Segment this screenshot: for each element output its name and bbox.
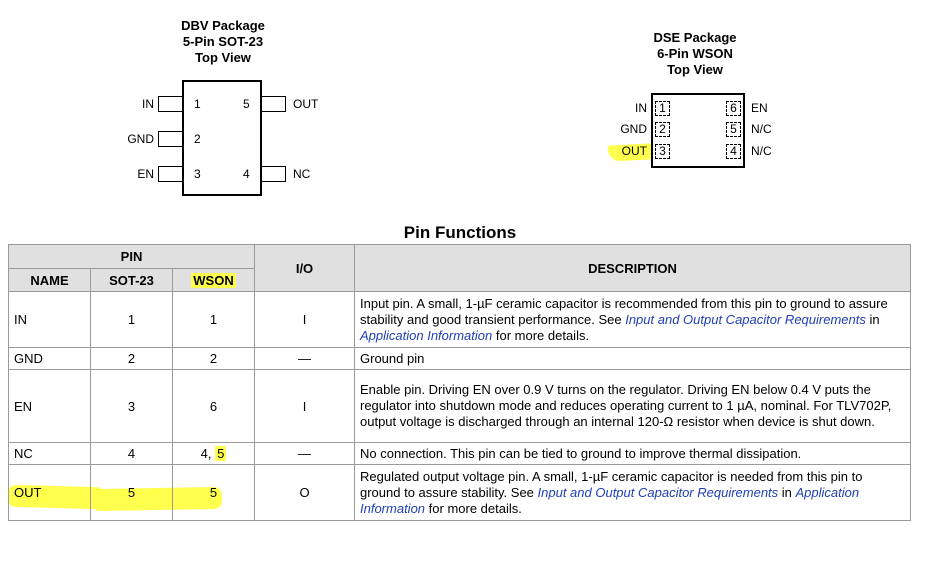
capacitor-requirements-link[interactable]: Input and Output Capacitor Requirements bbox=[625, 311, 866, 327]
dse-title-line3: Top View bbox=[667, 62, 723, 77]
description-text: Input pin. A small, 1-µF ceramic capacitor is recommended from this pin to ground to assure stability and good transient performance. See bbox=[360, 295, 888, 327]
dse-pad-1: 1 bbox=[655, 101, 670, 116]
wson-header-label: WSON bbox=[193, 272, 234, 288]
dbv-pin-label: GND bbox=[127, 132, 154, 146]
io-cell: — bbox=[255, 443, 355, 465]
dbv-pin-number: 5 bbox=[243, 97, 250, 111]
application-information-link[interactable]: Application Information bbox=[360, 484, 860, 516]
dbv-pin-label: EN bbox=[137, 167, 154, 181]
capacitor-requirements-link[interactable]: Input and Output Capacitor Requirements bbox=[537, 484, 779, 500]
dbv-lead-1 bbox=[158, 96, 183, 112]
io-cell: O bbox=[255, 465, 355, 521]
table-row bbox=[9, 465, 911, 521]
pin-header: PIN bbox=[9, 245, 255, 269]
description-cell bbox=[355, 292, 911, 348]
pin-name-cell: EN bbox=[9, 370, 91, 443]
table-row bbox=[9, 370, 911, 443]
dbv-pin-number: 2 bbox=[194, 132, 201, 146]
wson-cell: 2 bbox=[173, 348, 255, 370]
dse-pad-6: 6 bbox=[726, 101, 741, 116]
dse-pin-label: N/C bbox=[751, 144, 772, 158]
dse-pin-label: N/C bbox=[751, 122, 772, 136]
dbv-title-line1: DBV Package bbox=[181, 18, 265, 33]
sot23-header: SOT-23 bbox=[91, 269, 173, 292]
pin-name-text: OUT bbox=[14, 485, 42, 500]
description-text: in bbox=[778, 484, 796, 500]
sot23-cell: 2 bbox=[91, 348, 173, 370]
dbv-lead-3 bbox=[158, 166, 183, 182]
dbv-title-line2: 5-Pin SOT-23 bbox=[182, 34, 264, 49]
dbv-title-line3: Top View bbox=[195, 50, 251, 65]
dse-pin-label: EN bbox=[751, 101, 768, 115]
table-row bbox=[9, 292, 911, 348]
dbv-pin-label: IN bbox=[142, 97, 154, 111]
description-text: in bbox=[865, 311, 880, 327]
sot23-cell bbox=[91, 465, 173, 521]
dse-title-line1: DSE Package bbox=[653, 30, 737, 45]
description-text: for more details. bbox=[425, 500, 522, 516]
sot23-number: 5 bbox=[127, 485, 136, 500]
dbv-pin-number: 4 bbox=[243, 167, 250, 181]
application-information-link[interactable]: Application Information bbox=[360, 327, 493, 343]
sot23-cell: 3 bbox=[91, 370, 173, 443]
description-cell: Enable pin. Driving EN over 0.9 V turns on the regulator. Driving EN below 0.4 V puts the regulator into shutdown mode and reduces operating current to 1 µA, nominal. For TLV702P, output voltage is discharged through an internal 120-Ω resistor when device is shut down. bbox=[355, 370, 911, 443]
dbv-lead-2 bbox=[158, 131, 183, 147]
wson-cell bbox=[173, 443, 255, 465]
dbv-title bbox=[143, 18, 303, 66]
description-text: for more details. bbox=[492, 327, 590, 343]
description-cell: No connection. This pin can be tied to ground to improve thermal dissipation. bbox=[355, 443, 911, 465]
sot23-cell: 1 bbox=[91, 292, 173, 348]
description-cell bbox=[355, 465, 911, 521]
pin-name-cell bbox=[9, 465, 91, 521]
dbv-pin-label: OUT bbox=[293, 97, 319, 111]
table-row bbox=[9, 348, 911, 370]
io-cell: I bbox=[255, 292, 355, 348]
dse-pad-5: 5 bbox=[726, 122, 741, 137]
dse-title bbox=[615, 30, 775, 78]
description-text: Regulated output voltage pin. A small, 1-µF ceramic capacitor is needed from this pin to ground to assure stability. See bbox=[360, 468, 863, 500]
description-header: DESCRIPTION bbox=[355, 245, 911, 292]
io-header: I/O bbox=[255, 245, 355, 292]
dse-pin-label: GND bbox=[620, 122, 647, 136]
dse-pad-4: 4 bbox=[726, 144, 741, 159]
dbv-lead-5 bbox=[261, 96, 286, 112]
dbv-lead-4 bbox=[261, 166, 286, 182]
wson-cell bbox=[173, 465, 255, 521]
pin-name-cell: GND bbox=[9, 348, 91, 370]
wson-number: 4, bbox=[200, 446, 216, 461]
wson-number-highlighted: 5 bbox=[217, 446, 225, 461]
io-cell: — bbox=[255, 348, 355, 370]
description-cell: Ground pin bbox=[355, 348, 911, 370]
wson-header bbox=[173, 269, 255, 292]
pin-name-cell: IN bbox=[9, 292, 91, 348]
dse-pad-3: 3 bbox=[655, 144, 670, 159]
table-row bbox=[9, 443, 911, 465]
dbv-pin-label: NC bbox=[293, 167, 311, 181]
pin-functions-table bbox=[8, 244, 911, 521]
sot23-cell: 4 bbox=[91, 443, 173, 465]
dse-pad-2: 2 bbox=[655, 122, 670, 137]
dbv-pin-number: 3 bbox=[194, 167, 201, 181]
dse-pin-label: OUT bbox=[621, 144, 647, 158]
name-header: NAME bbox=[9, 269, 91, 292]
io-cell: I bbox=[255, 370, 355, 443]
dse-pin-label: IN bbox=[635, 101, 647, 115]
wson-number: 5 bbox=[209, 485, 218, 500]
pin-name-cell: NC bbox=[9, 443, 91, 465]
pin-functions-title: Pin Functions bbox=[403, 223, 517, 242]
wson-cell: 6 bbox=[173, 370, 255, 443]
dbv-pin-number: 1 bbox=[194, 97, 201, 111]
wson-cell: 1 bbox=[173, 292, 255, 348]
dse-title-line2: 6-Pin WSON bbox=[657, 46, 733, 61]
